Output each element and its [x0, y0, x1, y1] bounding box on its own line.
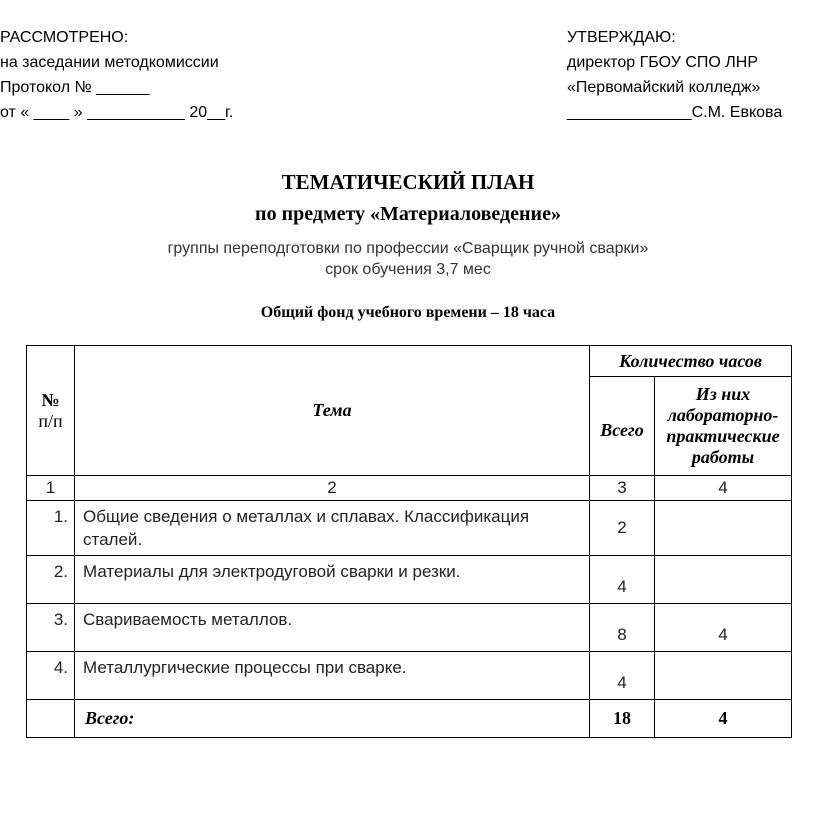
header-lab-line1: Из них — [695, 384, 751, 404]
header-lab-line4: работы — [691, 447, 755, 467]
header-num: № — [41, 389, 60, 410]
row-num: 4. — [27, 652, 75, 700]
header-hours: Количество часов — [590, 346, 792, 377]
college-line: «Первомайский колледж» — [567, 79, 761, 96]
protocol-line: Протокол № ______ — [0, 79, 150, 96]
row-topic: Материалы для электродуговой сварки и резки. — [75, 556, 590, 604]
totals-label: Всего: — [75, 700, 590, 738]
totals-empty-cell — [27, 700, 75, 738]
col-number-1: 1 — [27, 476, 75, 501]
row-topic: Свариваемость металлов. — [75, 604, 590, 652]
table-row — [27, 556, 792, 604]
row-num: 1. — [27, 501, 75, 556]
row-total: 2 — [590, 501, 655, 556]
header-total: Всего — [590, 377, 655, 476]
col-number-4: 4 — [655, 476, 792, 501]
row-lab: 4 — [655, 604, 792, 652]
fund-line: Общий фонд учебного времени – 18 часа — [260, 304, 556, 321]
table-row — [27, 501, 792, 556]
row-num: 2. — [27, 556, 75, 604]
row-lab — [655, 556, 792, 604]
document-subtitle: по предмету «Материаловедение» — [255, 203, 561, 225]
group-line: группы переподготовки по профессии «Сварщик ручной сварки» — [167, 240, 649, 257]
document-title: ТЕМАТИЧЕСКИЙ ПЛАН — [281, 170, 535, 194]
col-number-3: 3 — [590, 476, 655, 501]
row-topic-line2: сталей. — [83, 530, 143, 549]
header-lab-line3: практические — [666, 426, 780, 446]
totals-row — [27, 700, 792, 738]
row-total: 8 — [590, 604, 655, 652]
header-topic: Тема — [75, 346, 590, 476]
date-line: от « ____ » ___________ 20__г. — [0, 104, 234, 121]
commission-line: на заседании методкомиссии — [0, 54, 219, 71]
table-row — [27, 652, 792, 700]
row-total: 4 — [590, 556, 655, 604]
reviewed-heading: РАССМОТРЕНО: — [0, 29, 129, 46]
table-row — [27, 604, 792, 652]
duration-line: срок обучения 3,7 мес — [325, 261, 491, 278]
approve-heading: УТВЕРЖДАЮ: — [567, 29, 676, 46]
header-num-sub: п/п — [38, 410, 63, 431]
totals-total: 18 — [590, 700, 655, 738]
totals-lab: 4 — [655, 700, 792, 738]
director-line: директор ГБОУ СПО ЛНР — [567, 54, 758, 71]
header-num-cell — [27, 346, 75, 476]
row-total: 4 — [590, 652, 655, 700]
thematic-plan-table — [26, 345, 792, 738]
col-number-2: 2 — [75, 476, 590, 501]
row-topic — [75, 501, 590, 556]
row-lab — [655, 501, 792, 556]
row-lab — [655, 652, 792, 700]
row-topic: Металлургические процессы при сварке. — [75, 652, 590, 700]
row-topic-line1: Общие сведения о металлах и сплавах. Классификация — [83, 507, 530, 526]
header-lab-cell — [655, 377, 792, 476]
header-lab-line2: лабораторно- — [667, 405, 779, 425]
row-num: 3. — [27, 604, 75, 652]
signature-line: ______________С.М. Евкова — [567, 104, 783, 121]
